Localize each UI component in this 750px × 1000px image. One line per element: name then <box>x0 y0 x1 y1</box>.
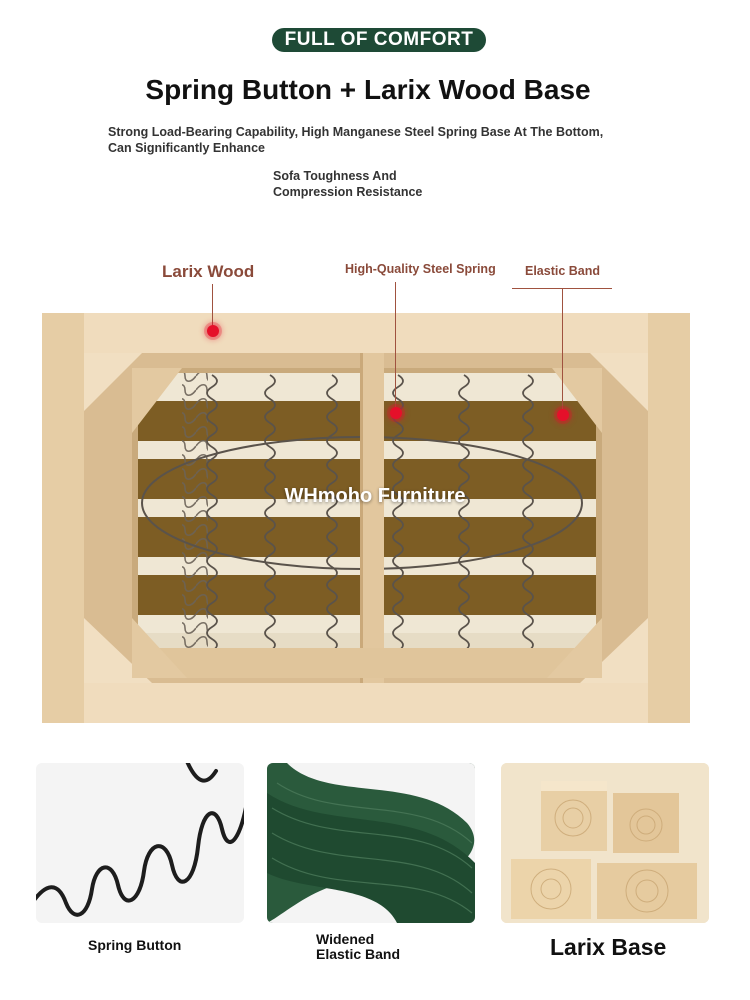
description-line-4: Compression Resistance <box>273 185 423 199</box>
caption-elastic-band-line-1: Widened <box>316 931 375 947</box>
description-line-2: Can Significantly Enhance <box>108 141 265 155</box>
callout-line-elastic <box>562 288 563 414</box>
description-line-3: Sofa Toughness And <box>273 169 397 183</box>
description-block-2 <box>273 168 513 200</box>
callout-elastic-band: Elastic Band <box>525 264 601 278</box>
callout-larix-wood: Larix Wood <box>162 262 255 281</box>
caption-elastic-band <box>316 932 400 962</box>
elastic-band-image <box>267 763 475 923</box>
full-of-comfort-badge: FULL OF COMFORT <box>272 28 486 52</box>
larix-base-image <box>501 763 709 923</box>
description-block <box>108 124 668 156</box>
description-line-1: Strong Load-Bearing Capability, High Manganese Steel Spring Base At The Bottom, <box>108 125 604 139</box>
caption-elastic-band-line-2: Elastic Band <box>316 946 401 962</box>
spring-button-image <box>36 763 244 923</box>
marker-elastic-band <box>557 409 569 421</box>
callout-line-larix <box>212 284 213 330</box>
marker-larix-wood <box>207 325 219 337</box>
caption-larix-base: Larix Base <box>550 934 667 960</box>
page-title: Spring Button + Larix Wood Base <box>145 74 591 105</box>
caption-spring-button: Spring Button <box>88 937 182 953</box>
callout-steel-spring: High-Quality Steel Spring <box>345 262 496 276</box>
callout-line-spring <box>395 282 396 412</box>
marker-steel-spring <box>390 407 402 419</box>
sofa-base-photo <box>42 313 690 723</box>
watermark: WHmoho Furniture <box>284 485 466 507</box>
